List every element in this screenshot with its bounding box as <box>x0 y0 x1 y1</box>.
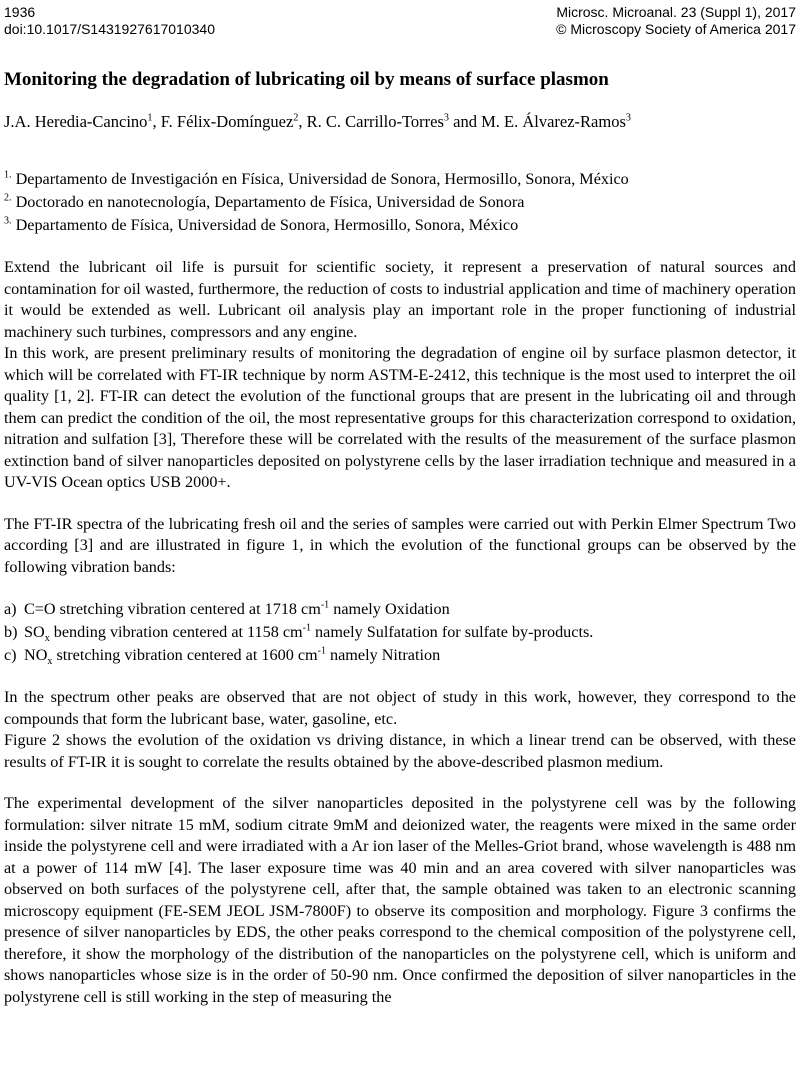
affiliation-text: Departamento de Investigación en Física, Universidad de Sonora, Hermosillo, Sonora, México <box>15 170 629 188</box>
paragraph-other-peaks: In the spectrum other peaks are observed that are not object of study in this work, however, they correspond to the compounds that form the lubricant base, water, gasoline, etc. <box>4 688 796 728</box>
header-right <box>556 4 796 38</box>
affiliation-marker: 3. <box>4 215 12 227</box>
list-item-text: $SO_x$ bending vibration centered at 1158 $cm^{-1}$ namely Sulfatation for sulfate by-products. <box>24 622 594 645</box>
affiliation-marker: 2. <box>4 192 12 204</box>
list-item <box>4 621 796 644</box>
list-item <box>4 644 796 667</box>
author-affiliation-superscript: 3 <box>443 112 449 124</box>
paragraph-ftir-spectra: The FT-IR spectra of the lubricating fresh oil and the series of samples were carried out with Perkin Elmer Spectrum Two according [3] and are illustrated in figure 1, in which the evolution of the functional groups can be observed by the following vibration bands: <box>4 514 796 576</box>
affiliation <box>4 214 796 237</box>
paragraph-this-work: In this work, are present preliminary results of monitoring the degradation of engine oil by surface plasmon detector, it which will be correlated with FT-IR technique by norm ASTM-E-2412, this technique is the most used to interpret the oil quality [1, 2]. FT-IR can detect the evolution of the functional groups that are present in the lubricating oil and through them can predict the condition of the oil, the most representative groups for this characterization correspond to oxidation, nitration and sulfation [3], Therefore these will be correlated with the results of the measurement of the surface plasmon extinction band of silver nanoparticles deposited on polystyrene cells by the laser irradiation technique and measured in a UV-VIS Ocean optics USB 2000+. <box>4 344 796 491</box>
paragraph-extend-oil-life: Extend the lubricant oil life is pursuit for scientific society, it represent a preservation of natural sources and contamination for oil wasted, furthermore, the reduction of costs to industrial application and time of machinery operation it would be extended as well. Lubricant oil analysis play an important role in the proper functioning of industrial machinery such turbines, compressors and any engine. <box>4 258 796 341</box>
ftir-spectra-block <box>4 514 796 579</box>
author: M. E. Álvarez-Ramos$^3$ <box>481 112 631 131</box>
list-item-text: $NO_x$ stretching vibration centered at 1600 $cm^{-1}$ namely Nitration <box>24 645 441 668</box>
paragraph-experimental-development: The experimental development of the silver nanoparticles deposited in the polystyrene cell was by the following formulation: silver nitrate 15 mM, sodium citrate 9mM and deionized water, the reagents were mixed in the same order inside the polystyrene cell and were irradiated with a Ar ion laser of the Melles-Griot brand, whose wavelength is 488 nm at a power of 114 mW [4]. The laser exposure time was 40 min and an area covered with silver nanoparticles was observed on both surfaces of the polystyrene cell, after that, the sample obtained was taken to an electronic scanning microscopy equipment (FE-SEM JEOL JSM-7800F) to observe its composition and morphology. Figure 3 confirms the presence of silver nanoparticles by EDS, the other peaks correspond to the chemical composition of the polystyrene cell, therefore, it show the morphology of the distribution of the nanoparticles on the polystyrene cell, which is uniform and shows nanoparticles whose size is in the order of 50-90 nm. Once confirmed the deposition of silver nanoparticles in the polystyrene cell is still working in the step of measuring the <box>4 794 796 1006</box>
author-affiliation-superscript: 1 <box>147 112 153 124</box>
affiliations-list <box>4 168 796 237</box>
author-affiliation-superscript: 2 <box>293 112 299 124</box>
affiliation <box>4 191 796 214</box>
intro-block <box>4 257 796 494</box>
list-item-marker: a) <box>4 600 17 618</box>
affiliation-marker: 1. <box>4 169 12 181</box>
page-header <box>4 4 796 38</box>
copyright-notice: © Microscopy Society of America 2017 <box>556 21 796 37</box>
affiliation-text: Doctorado en nanotecnología, Departamento de Física, Universidad de Sonora <box>15 193 525 211</box>
author-affiliation-superscript: 3 <box>625 112 631 124</box>
page-number: 1936 <box>4 4 36 20</box>
journal-citation: Microsc. Microanal. 23 (Suppl 1), 2017 <box>556 4 796 20</box>
list-item-text: C=O stretching vibration centered at 1718 $cm^{-1}$ namely Oxidation <box>24 599 450 618</box>
paragraph-figure2: Figure 2 shows the evolution of the oxidation vs driving distance, in which a linear trend can be observed, with these results of FT-IR it is sought to correlate the results obtained by the above-described plasmon medium. <box>4 731 796 771</box>
author-line <box>4 111 796 132</box>
list-item <box>4 598 796 621</box>
vibration-bands-list <box>4 598 796 667</box>
list-item-marker: b) <box>4 623 18 641</box>
doi: doi:10.1017/S1431927617010340 <box>4 21 215 37</box>
affiliation-text: Departamento de Física, Universidad de Sonora, Hermosillo, Sonora, México <box>15 216 519 234</box>
author: J.A. Heredia-Cancino$^1$, <box>4 112 161 131</box>
spectrum-discussion-block <box>4 687 796 773</box>
header-left <box>4 4 215 38</box>
article-title: Monitoring the degradation of lubricating oil by means of surface plasmon <box>4 69 609 90</box>
author: R. C. Carrillo-Torres$^3$ and <box>306 112 482 131</box>
list-item-marker: c) <box>4 646 17 664</box>
affiliation <box>4 168 796 191</box>
experimental-block <box>4 793 796 1008</box>
author: F. Félix-Domínguez$^2$, <box>160 112 307 131</box>
